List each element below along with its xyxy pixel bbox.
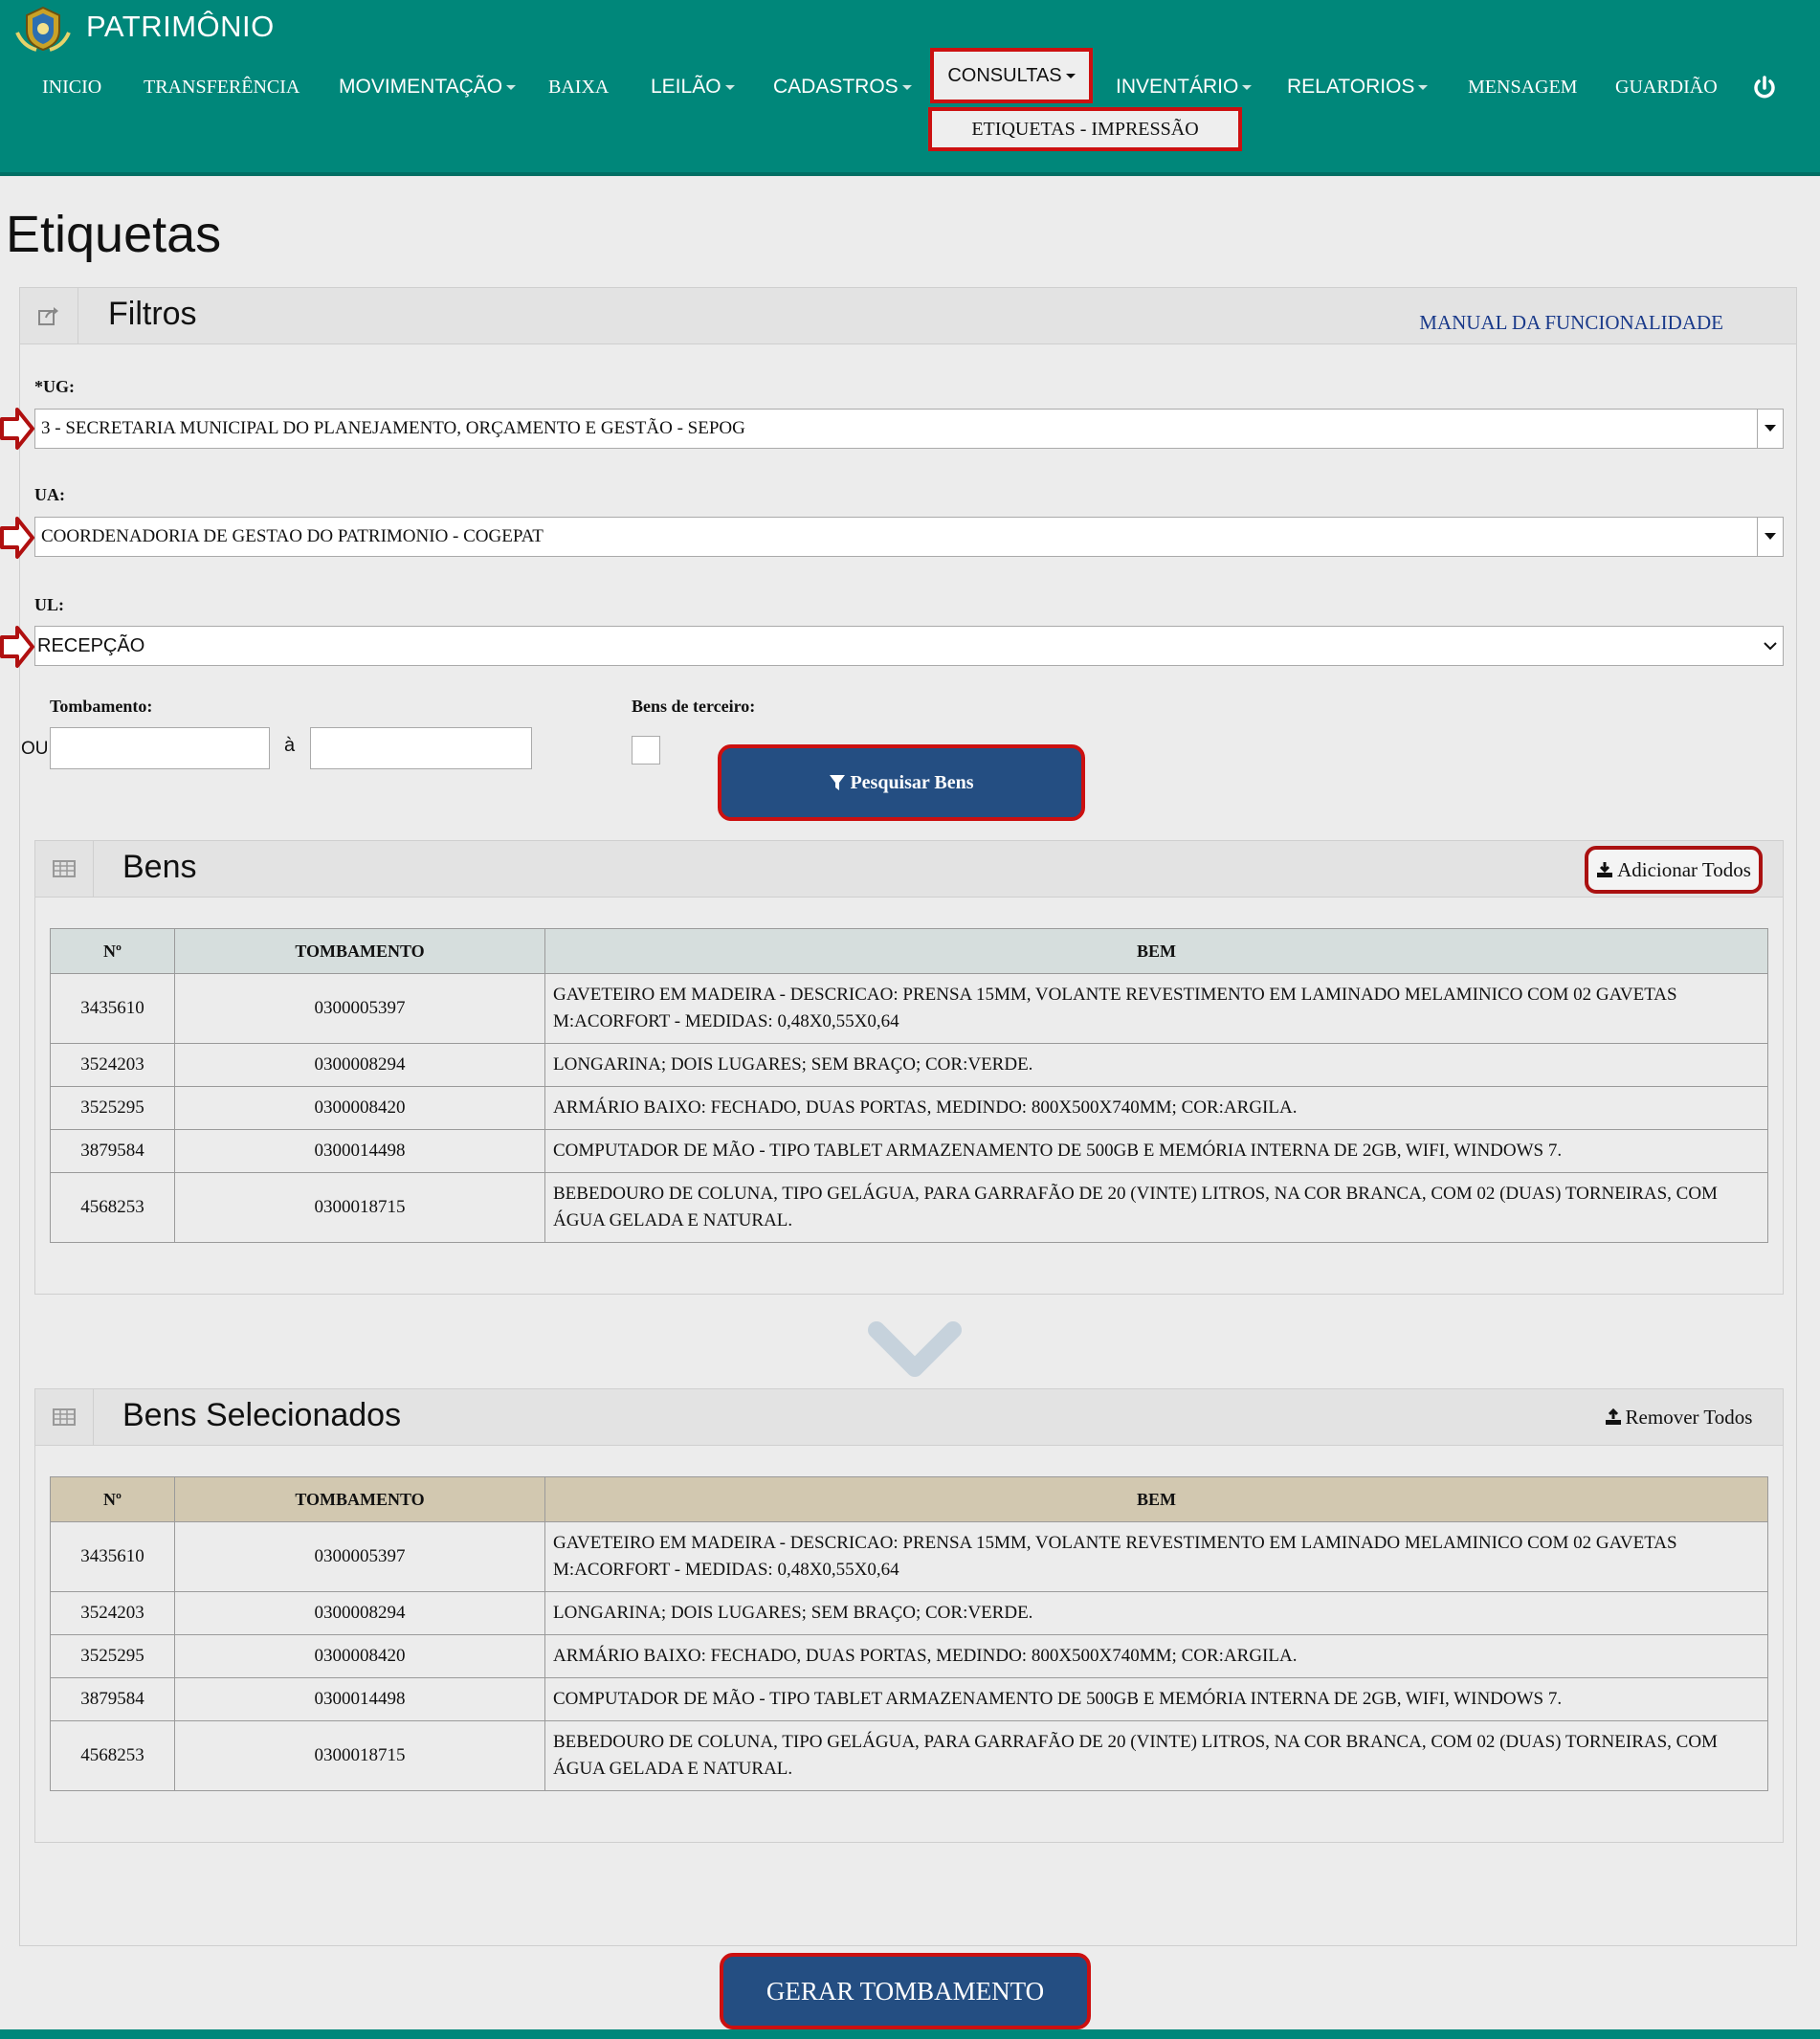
- nav-inicio[interactable]: INICIO: [42, 77, 102, 98]
- range-separator: à: [284, 735, 296, 756]
- filters-header: [19, 287, 1797, 344]
- cell-num: 3879584: [51, 1678, 175, 1721]
- cell-tombamento: 0300008294: [175, 1592, 545, 1635]
- ua-select-value: COORDENADORIA DE GESTAO DO PATRIMONIO - COGEPAT: [41, 526, 544, 546]
- table-row[interactable]: [51, 1678, 1768, 1721]
- cell-tombamento: 0300018715: [175, 1173, 545, 1243]
- ug-select[interactable]: [34, 409, 1784, 449]
- share-icon: [37, 305, 60, 326]
- ua-label: UA:: [34, 485, 65, 504]
- nav-mensagem[interactable]: MENSAGEM: [1468, 77, 1578, 98]
- selected-title: Bens Selecionados: [122, 1397, 402, 1433]
- bens-header-icon-cell: [35, 841, 94, 897]
- nav-cadastros-label: CADASTROS: [773, 76, 899, 98]
- ul-select-arrow: [1758, 627, 1783, 665]
- cell-tombamento: 0300014498: [175, 1678, 545, 1721]
- selected-header-icon-cell: [35, 1389, 94, 1445]
- col-bem-header: BEM: [545, 929, 1768, 974]
- caret-down-icon: [1765, 425, 1776, 432]
- cell-tombamento: 0300014498: [175, 1130, 545, 1173]
- bens-table: [50, 928, 1768, 1243]
- ug-select-arrow: [1757, 410, 1783, 448]
- ul-select[interactable]: [34, 626, 1784, 666]
- ug-label: *UG:: [34, 377, 75, 396]
- cell-bem: ARMÁRIO BAIXO: FECHADO, DUAS PORTAS, MEDINDO: 800X500X740MM; COR:ARGILA.: [545, 1087, 1768, 1130]
- ua-select-arrow: [1757, 518, 1783, 556]
- selected-header: [34, 1388, 1784, 1446]
- right-arrow-icon: [0, 515, 34, 561]
- cell-bem: BEBEDOURO DE COLUNA, TIPO GELÁGUA, PARA GARRAFÃO DE 20 (VINTE) LITROS, NA COR BRANCA, COM 02 (DUAS) TORNEIRAS, COM ÁGUA GELADA E NATURAL.: [545, 1721, 1768, 1791]
- cell-tombamento: 0300008294: [175, 1044, 545, 1087]
- filter-icon: [829, 774, 846, 791]
- cell-tombamento: 0300008420: [175, 1635, 545, 1678]
- table-row[interactable]: [51, 1592, 1768, 1635]
- nav-guardiao[interactable]: GUARDIÃO: [1615, 77, 1718, 98]
- chevron-down-icon: [867, 1317, 963, 1384]
- nav-consultas-label: CONSULTAS: [947, 65, 1062, 86]
- bens-header: [34, 840, 1784, 898]
- cell-bem: COMPUTADOR DE MÃO - TIPO TABLET ARMAZENAMENTO DE 500GB E MEMÓRIA INTERNA DE 2GB, WIFI, WINDOWS 7.: [545, 1678, 1768, 1721]
- manual-link[interactable]: MANUAL DA FUNCIONALIDADE: [1419, 311, 1723, 334]
- nav-transferencia[interactable]: TRANSFERÊNCIA: [144, 77, 300, 98]
- cell-tombamento: 0300008420: [175, 1087, 545, 1130]
- cell-num: 3524203: [51, 1044, 175, 1087]
- tombamento-from-input[interactable]: [50, 727, 270, 769]
- col-num-header: Nº: [51, 929, 175, 974]
- bens-title: Bens: [122, 849, 197, 885]
- tombamento-to-input[interactable]: [310, 727, 532, 769]
- cell-tombamento: 0300005397: [175, 1522, 545, 1592]
- dropdown-etiquetas-impressao[interactable]: ETIQUETAS - IMPRESSÃO: [928, 107, 1242, 151]
- remove-all-button[interactable]: [1592, 1393, 1765, 1441]
- nav-leilao-label: LEILÃO: [651, 76, 721, 98]
- cell-tombamento: 0300018715: [175, 1721, 545, 1791]
- table-row[interactable]: [51, 1044, 1768, 1087]
- nav-consultas[interactable]: [930, 48, 1093, 103]
- cell-bem: GAVETEIRO EM MADEIRA - DESCRICAO: PRENSA 15MM, VOLANTE REVESTIMENTO EM LAMINADO MELAMINICO COM 02 GAVETAS M:ACORFORT - MEDIDAS: 0,48X0,55X0,64: [545, 974, 1768, 1044]
- table-row[interactable]: [51, 1173, 1768, 1243]
- page-title: Etiquetas: [6, 206, 222, 263]
- nav-leilao[interactable]: [651, 73, 735, 101]
- ul-label: UL:: [34, 595, 64, 614]
- search-button[interactable]: [718, 744, 1085, 821]
- bens-table-header: [51, 929, 1768, 974]
- caret-icon: [1418, 85, 1428, 90]
- nav-movimentacao-label: MOVIMENTAÇÃO: [339, 76, 503, 98]
- cell-bem: LONGARINA; DOIS LUGARES; SEM BRAÇO; COR:VERDE.: [545, 1592, 1768, 1635]
- table-row[interactable]: [51, 1130, 1768, 1173]
- selected-table: [50, 1476, 1768, 1791]
- caret-icon: [506, 85, 516, 90]
- terceiro-checkbox[interactable]: [632, 736, 660, 765]
- top-navbar: [0, 0, 1820, 176]
- nav-baixa[interactable]: BAIXA: [548, 77, 610, 98]
- upload-icon: [1605, 1408, 1622, 1426]
- caret-icon: [1242, 85, 1252, 90]
- cell-bem: GAVETEIRO EM MADEIRA - DESCRICAO: PRENSA 15MM, VOLANTE REVESTIMENTO EM LAMINADO MELAMINICO COM 02 GAVETAS M:ACORFORT - MEDIDAS: 0,48X0,55X0,64: [545, 1522, 1768, 1592]
- filters-header-icon-cell: [20, 288, 78, 344]
- terceiro-label: Bens de terceiro:: [632, 697, 756, 716]
- table-row[interactable]: [51, 1087, 1768, 1130]
- caret-down-icon: [1765, 533, 1776, 541]
- cell-num: 3524203: [51, 1592, 175, 1635]
- add-all-button[interactable]: [1585, 846, 1763, 894]
- cell-num: 3525295: [51, 1087, 175, 1130]
- app-brand[interactable]: PATRIMÔNIO: [86, 10, 275, 43]
- ou-label: OU: [21, 739, 49, 759]
- nav-cadastros[interactable]: [773, 73, 912, 101]
- ua-select[interactable]: [34, 517, 1784, 557]
- cell-num: 4568253: [51, 1721, 175, 1791]
- selected-table-header: [51, 1477, 1768, 1522]
- right-arrow-icon: [0, 406, 34, 452]
- nav-relatorios-label: RELATORIOS: [1287, 76, 1415, 98]
- col-tombamento-header: TOMBAMENTO: [175, 1477, 545, 1522]
- search-button-label: Pesquisar Bens: [850, 771, 974, 793]
- cell-num: 3435610: [51, 974, 175, 1044]
- nav-movimentacao[interactable]: [339, 73, 516, 101]
- footer-bar: [0, 2029, 1820, 2039]
- nav-relatorios[interactable]: [1287, 73, 1428, 101]
- table-icon: [53, 1408, 76, 1426]
- cell-tombamento: 0300005397: [175, 974, 545, 1044]
- add-all-label: Adicionar Todos: [1617, 857, 1751, 881]
- cell-bem: ARMÁRIO BAIXO: FECHADO, DUAS PORTAS, MEDINDO: 800X500X740MM; COR:ARGILA.: [545, 1635, 1768, 1678]
- generate-button-label: GERAR TOMBAMENTO: [766, 1976, 1045, 2006]
- table-row[interactable]: [51, 1721, 1768, 1791]
- table-row[interactable]: [51, 974, 1768, 1044]
- download-icon: [1596, 861, 1613, 878]
- cell-bem: COMPUTADOR DE MÃO - TIPO TABLET ARMAZENAMENTO DE 500GB E MEMÓRIA INTERNA DE 2GB, WIFI, WINDOWS 7.: [545, 1130, 1768, 1173]
- filters-title: Filtros: [108, 296, 197, 332]
- caret-icon: [1066, 74, 1076, 78]
- col-num-header: Nº: [51, 1477, 175, 1522]
- ug-select-value: 3 - SECRETARIA MUNICIPAL DO PLANEJAMENTO, ORÇAMENTO E GESTÃO - SEPOG: [41, 418, 745, 438]
- power-icon[interactable]: [1751, 75, 1778, 101]
- col-bem-header: BEM: [545, 1477, 1768, 1522]
- remove-all-label: Remover Todos: [1625, 1405, 1753, 1429]
- cell-bem: BEBEDOURO DE COLUNA, TIPO GELÁGUA, PARA GARRAFÃO DE 20 (VINTE) LITROS, NA COR BRANCA, COM 02 (DUAS) TORNEIRAS, COM ÁGUA GELADA E NATURAL.: [545, 1173, 1768, 1243]
- table-row[interactable]: [51, 1635, 1768, 1678]
- cell-num: 4568253: [51, 1173, 175, 1243]
- chevron-down-icon: [1764, 642, 1777, 651]
- table-row[interactable]: [51, 1522, 1768, 1592]
- crest-logo-icon: [13, 4, 73, 54]
- ul-select-value: RECEPÇÃO: [37, 635, 145, 656]
- nav-inventario[interactable]: [1116, 73, 1252, 101]
- cell-num: 3525295: [51, 1635, 175, 1678]
- col-tombamento-header: TOMBAMENTO: [175, 929, 545, 974]
- tombamento-label: Tombamento:: [50, 697, 153, 716]
- generate-button[interactable]: [720, 1953, 1091, 2029]
- table-icon: [53, 860, 76, 877]
- right-arrow-icon: [0, 624, 34, 670]
- cell-num: 3435610: [51, 1522, 175, 1592]
- cell-num: 3879584: [51, 1130, 175, 1173]
- nav-inventario-label: INVENTÁRIO: [1116, 76, 1239, 98]
- caret-icon: [725, 85, 735, 90]
- cell-bem: LONGARINA; DOIS LUGARES; SEM BRAÇO; COR:VERDE.: [545, 1044, 1768, 1087]
- caret-icon: [902, 85, 912, 90]
